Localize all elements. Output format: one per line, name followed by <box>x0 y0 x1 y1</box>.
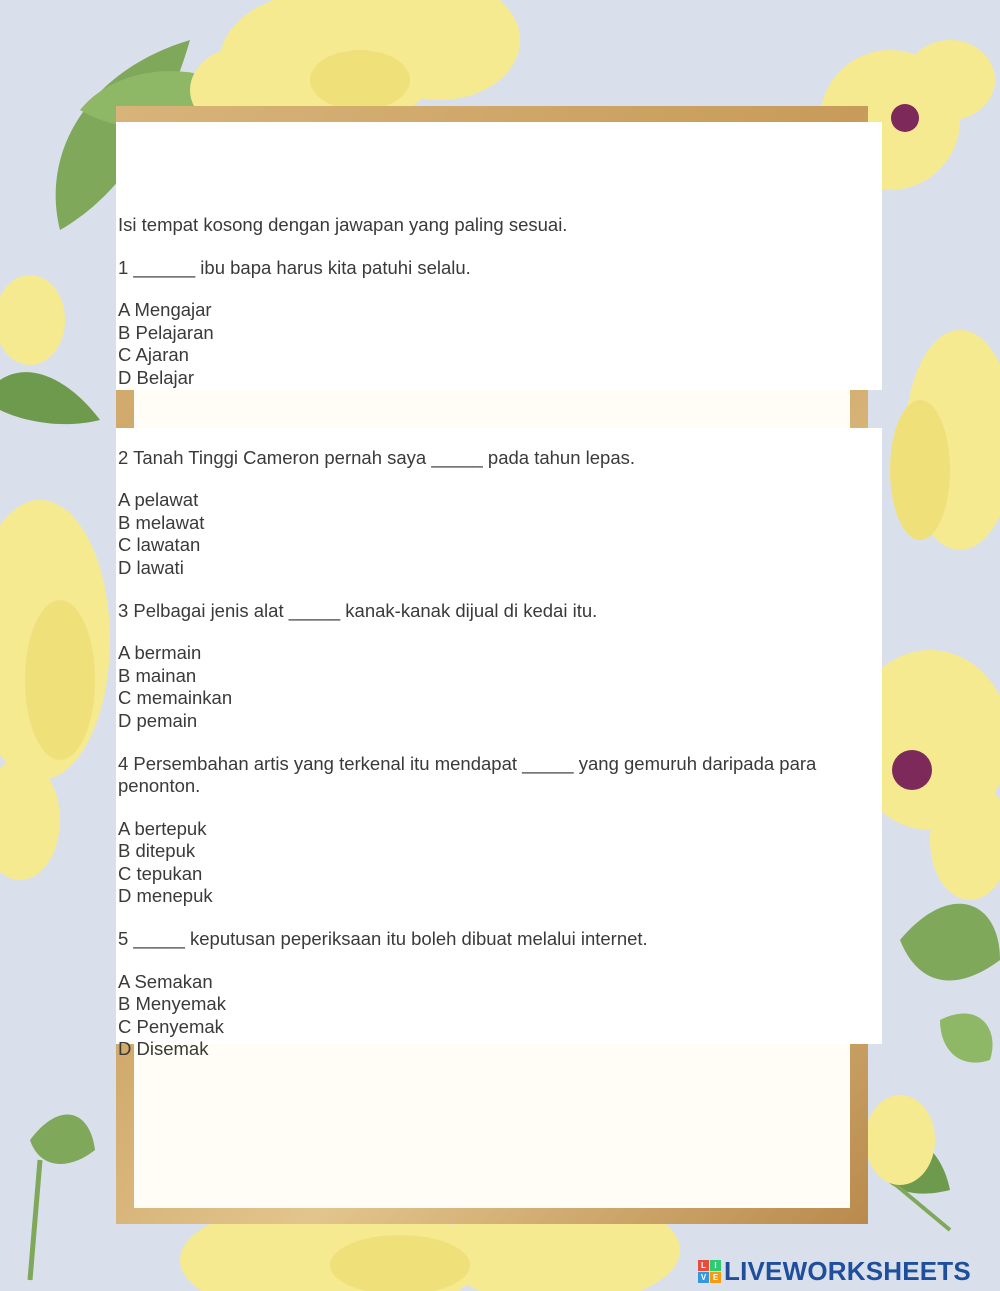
logo-tile: L <box>698 1260 709 1271</box>
logo-icon <box>698 1260 721 1283</box>
option-d: D menepuk <box>118 885 213 907</box>
question-1 <box>118 257 868 390</box>
option-a: A Semakan <box>118 970 213 992</box>
option-c: C memainkan <box>118 687 233 709</box>
worksheet-content <box>118 214 868 1081</box>
option-b: B Pelajaran <box>118 321 214 343</box>
option-d: D Belajar <box>118 366 195 388</box>
logo-tile: E <box>710 1272 721 1283</box>
question-3 <box>118 600 868 733</box>
question-text: 1 ______ ibu bapa harus kita patuhi selalu. <box>118 256 471 278</box>
logo-text: LIVEWORKSHEETS <box>724 1255 971 1286</box>
option-d: D Disemak <box>118 1038 209 1060</box>
option-b: B mainan <box>118 664 197 686</box>
option-b: B melawat <box>118 511 205 533</box>
logo-tile: I <box>710 1260 721 1271</box>
logo-tile: V <box>698 1272 709 1283</box>
question-text: 5 _____ keputusan peperiksaan itu boleh dibuat melalui internet. <box>118 928 648 950</box>
question-4 <box>118 753 868 909</box>
question-text: 2 Tanah Tinggi Cameron pernah saya _____ pada tahun lepas. <box>118 446 636 468</box>
option-d: D lawati <box>118 556 184 578</box>
option-a: A bermain <box>118 642 202 664</box>
question-text: 4 Persembahan artis yang terkenal itu mendapat _____ yang gemuruh daripada para penonton. <box>118 752 817 797</box>
instruction-text: Isi tempat kosong dengan jawapan yang paling sesuai. <box>118 214 568 235</box>
question-5 <box>118 928 868 1061</box>
option-a: A bertepuk <box>118 817 207 839</box>
option-c: C Ajaran <box>118 344 189 366</box>
option-c: C tepukan <box>118 862 203 884</box>
option-a: A Mengajar <box>118 299 212 321</box>
question-text: 3 Pelbagai jenis alat _____ kanak-kanak dijual di kedai itu. <box>118 599 598 621</box>
option-b: B ditepuk <box>118 840 196 862</box>
option-a: A pelawat <box>118 489 199 511</box>
option-c: C Penyemak <box>118 1015 224 1037</box>
option-b: B Menyemak <box>118 993 226 1015</box>
question-2 <box>118 447 868 580</box>
section-gap <box>118 410 868 447</box>
option-c: C lawatan <box>118 534 201 556</box>
option-d: D pemain <box>118 709 198 731</box>
liveworksheets-logo[interactable] <box>698 1256 971 1286</box>
